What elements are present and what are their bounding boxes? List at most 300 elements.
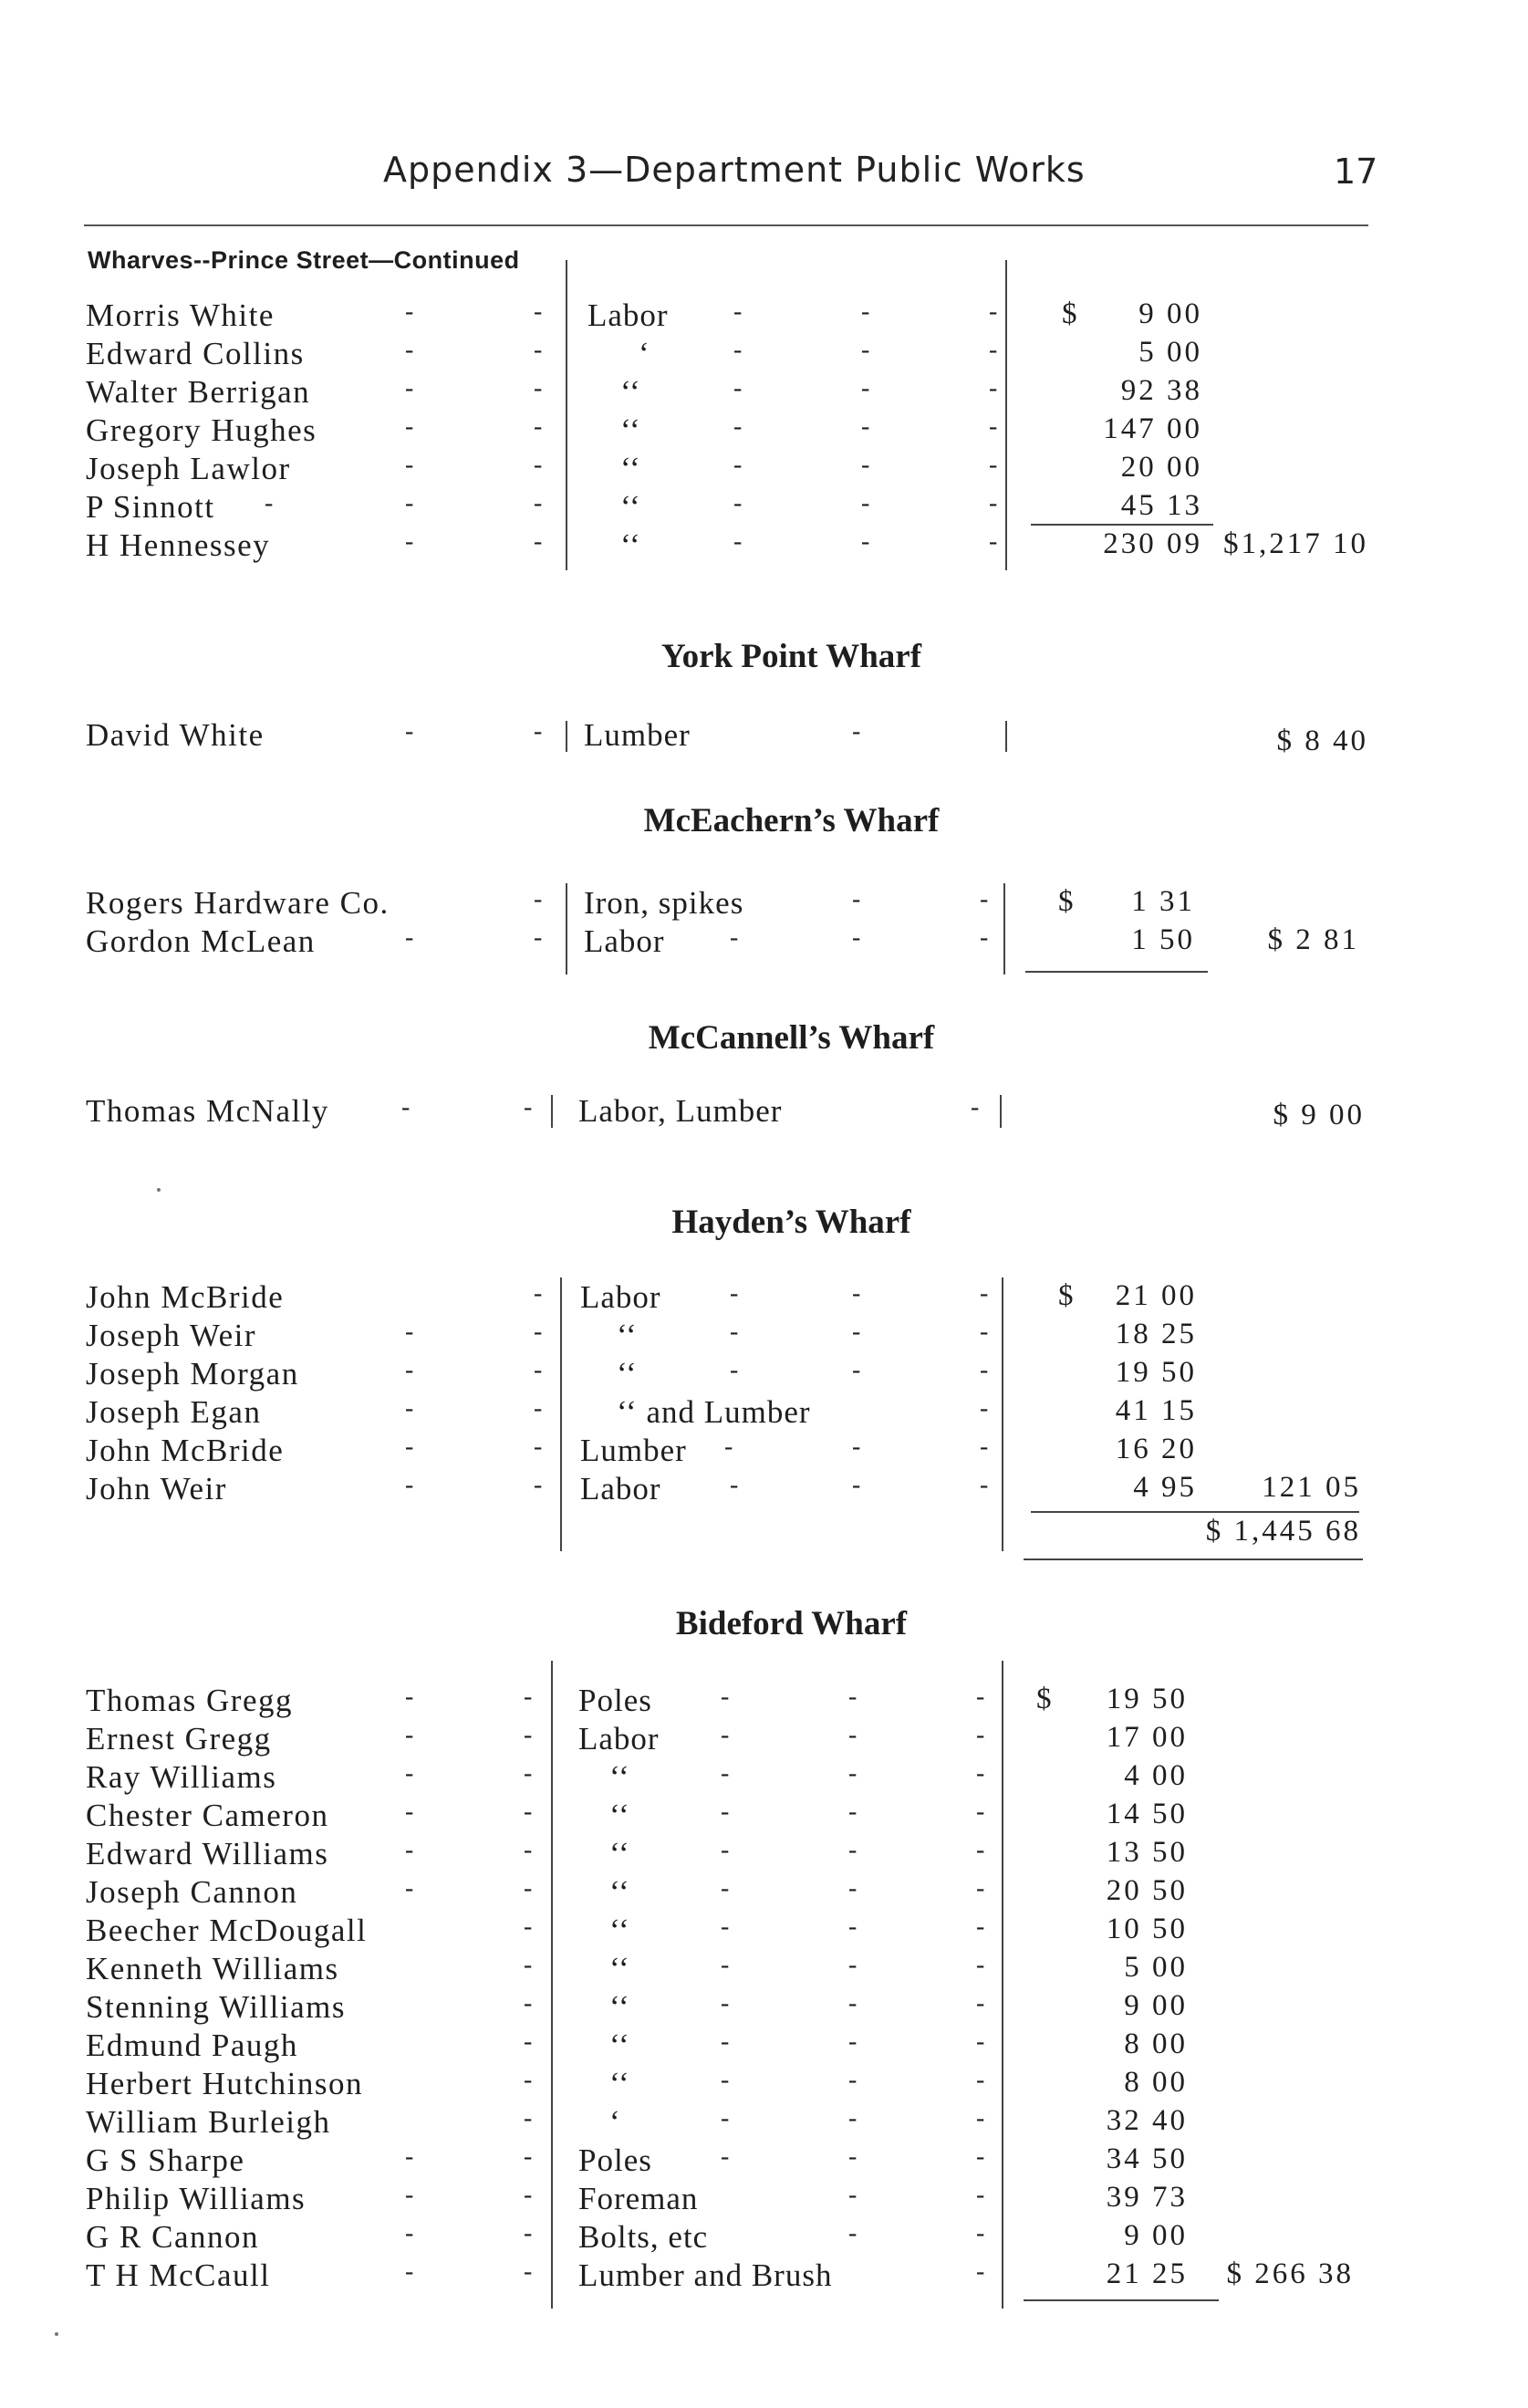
item-description: Labor bbox=[580, 1279, 661, 1315]
leader-dash: - bbox=[524, 1759, 533, 1788]
ditto-mark: ‘‘ bbox=[609, 1836, 630, 1871]
leader-dash: - bbox=[848, 1759, 858, 1788]
table-row bbox=[0, 1279, 1528, 1318]
page-number: 17 bbox=[1334, 151, 1378, 192]
subtotal-rule bbox=[1031, 1511, 1359, 1513]
leader-dash: - bbox=[730, 1471, 739, 1499]
table-row bbox=[0, 2066, 1528, 2104]
leader-dash: - bbox=[405, 1874, 414, 1902]
leader-dash: - bbox=[721, 2066, 730, 2094]
table-row bbox=[0, 2028, 1528, 2066]
leader-dash: - bbox=[524, 1913, 533, 1941]
ditto-mark: ‘‘ bbox=[620, 374, 641, 410]
leader-dash: - bbox=[980, 1318, 989, 1346]
leader-dash: - bbox=[989, 336, 998, 364]
table-row bbox=[0, 1759, 1528, 1798]
payee-name: Herbert Hutchinson bbox=[86, 2066, 364, 2101]
payee-name: Joseph Lawlor bbox=[86, 451, 291, 486]
leader-dash: - bbox=[534, 1356, 543, 1384]
amount: 14 50 bbox=[1106, 1798, 1188, 1830]
payee-name: Ray Williams bbox=[86, 1759, 277, 1795]
amount: 19 50 bbox=[1115, 1356, 1197, 1389]
leader-dash: - bbox=[852, 885, 861, 913]
section-heading-text: McEachern’s Wharf bbox=[643, 802, 940, 839]
leader-dash: - bbox=[524, 1874, 533, 1902]
ditto-mark: ‘‘ bbox=[609, 1759, 630, 1795]
section-heading bbox=[0, 1018, 1528, 1058]
table-row bbox=[0, 1433, 1528, 1471]
leader-dash: - bbox=[848, 1989, 858, 2017]
amount: 147 00 bbox=[1103, 412, 1202, 445]
amount: 41 15 bbox=[1115, 1394, 1197, 1427]
leader-dash: - bbox=[852, 717, 861, 745]
table-row bbox=[0, 1683, 1528, 1721]
payee-name: T H McCaull bbox=[86, 2257, 271, 2293]
payee-name: Beecher McDougall bbox=[86, 1913, 368, 1948]
print-speck bbox=[157, 1188, 161, 1192]
leader-dash: - bbox=[405, 1471, 414, 1499]
table-row bbox=[0, 1913, 1528, 1951]
ditto-mark: ‘‘ bbox=[620, 489, 641, 525]
leader-dash: - bbox=[524, 1683, 533, 1711]
leader-dash: - bbox=[848, 2219, 858, 2247]
leader-dash: - bbox=[989, 297, 998, 326]
amount: 39 73 bbox=[1106, 2181, 1188, 2214]
amount: 9 00 bbox=[1124, 2219, 1188, 2252]
amount: 34 50 bbox=[1106, 2142, 1188, 2175]
ditto-mark: ‘‘ bbox=[609, 1951, 630, 1986]
leader-dash: - bbox=[976, 2219, 985, 2247]
payee-name: G S Sharpe bbox=[86, 2142, 245, 2178]
table-row bbox=[0, 1356, 1528, 1394]
amount: 21 00 bbox=[1115, 1279, 1197, 1312]
table-row bbox=[0, 923, 1528, 962]
leader-dash: - bbox=[721, 2028, 730, 2056]
leader-dash: - bbox=[848, 2066, 858, 2094]
header-rule bbox=[84, 224, 1368, 226]
payee-name: Edmund Paugh bbox=[86, 2028, 298, 2063]
amount: 19 50 bbox=[1106, 1683, 1188, 1715]
section-total: $ 9 00 bbox=[1273, 1099, 1365, 1131]
leader-dash: - bbox=[848, 1836, 858, 1864]
payee-name: Morris White bbox=[86, 297, 275, 333]
section-heading-text: Hayden’s Wharf bbox=[671, 1204, 911, 1241]
leader-dash: - bbox=[733, 374, 743, 402]
leader-dash: - bbox=[721, 2142, 730, 2171]
leader-dash: - bbox=[724, 1433, 733, 1461]
leader-dash: - bbox=[976, 1721, 985, 1749]
table-row bbox=[0, 489, 1528, 527]
ditto-mark: ‘‘ bbox=[609, 2066, 630, 2101]
ditto-mark: ‘ bbox=[639, 336, 650, 371]
leader-dash: - bbox=[721, 1951, 730, 1979]
leader-dash: - bbox=[980, 1279, 989, 1308]
leader-dash: - bbox=[852, 1433, 861, 1461]
amount: 32 40 bbox=[1106, 2104, 1188, 2137]
leader-dash: - bbox=[976, 1836, 985, 1864]
leader-dash: - bbox=[405, 412, 414, 441]
section-heading bbox=[0, 1604, 1528, 1643]
amount: 21 25 bbox=[1106, 2257, 1188, 2290]
leader-dash: - bbox=[861, 336, 870, 364]
ditto-mark: ‘‘ bbox=[609, 1798, 630, 1833]
leader-dash: - bbox=[534, 1318, 543, 1346]
leader-dash: - bbox=[405, 451, 414, 479]
item-description: Labor bbox=[578, 1721, 660, 1756]
leader-dash: - bbox=[721, 2104, 730, 2132]
leader-dash: - bbox=[524, 2219, 533, 2247]
print-speck bbox=[55, 2332, 58, 2336]
leader-dash: - bbox=[401, 1093, 411, 1121]
leader-dash: - bbox=[721, 1683, 730, 1711]
ditto-mark: ‘‘ bbox=[620, 527, 641, 563]
payee-name: Philip Williams bbox=[86, 2181, 307, 2216]
leader-dash: - bbox=[534, 923, 543, 952]
ditto-mark: ‘‘ bbox=[620, 412, 641, 448]
item-description: Poles bbox=[578, 1683, 652, 1718]
amount: 20 50 bbox=[1106, 1874, 1188, 1907]
leader-dash: - bbox=[534, 297, 543, 326]
leader-dash: - bbox=[976, 2142, 985, 2171]
table-row bbox=[0, 1951, 1528, 1989]
leader-dash: - bbox=[733, 489, 743, 517]
leader-dash: - bbox=[976, 2181, 985, 2209]
continued-heading: Wharves--Prince Street—Continued bbox=[88, 246, 520, 274]
item-description: Lumber bbox=[580, 1433, 687, 1468]
table-row bbox=[0, 2219, 1528, 2257]
payee-name: William Burleigh bbox=[86, 2104, 331, 2140]
amount: 13 50 bbox=[1106, 1836, 1188, 1869]
payee-name: Stenning Williams bbox=[86, 1989, 346, 2025]
section-heading-text: Bideford Wharf bbox=[675, 1605, 908, 1642]
leader-dash: - bbox=[405, 1759, 414, 1788]
table-row bbox=[0, 2104, 1528, 2142]
payee-name: Edward Collins bbox=[86, 336, 305, 371]
amount: 18 25 bbox=[1115, 1318, 1197, 1350]
payee-name: Thomas McNally bbox=[86, 1093, 329, 1129]
leader-dash: - bbox=[524, 2066, 533, 2094]
leader-dash: - bbox=[405, 1394, 414, 1423]
leader-dash: - bbox=[976, 2257, 985, 2286]
leader-dash: - bbox=[534, 885, 543, 913]
amount: 230 09 bbox=[1103, 527, 1202, 560]
leader-dash: - bbox=[534, 1279, 543, 1308]
section-heading bbox=[0, 637, 1528, 676]
leader-dash: - bbox=[852, 1318, 861, 1346]
leader-dash: - bbox=[852, 1356, 861, 1384]
section-total: $1,217 10 bbox=[1223, 527, 1368, 560]
grand-total-rule bbox=[1024, 1558, 1363, 1560]
payee-name: Rogers Hardware Co. bbox=[86, 885, 390, 921]
table-row bbox=[0, 412, 1528, 451]
item-description: ‘‘ and Lumber bbox=[617, 1394, 811, 1430]
table-row bbox=[0, 1798, 1528, 1836]
ditto-mark: ‘‘ bbox=[620, 451, 641, 486]
leader-dash: - bbox=[989, 374, 998, 402]
table-row bbox=[0, 1989, 1528, 2028]
leader-dash: - bbox=[733, 336, 743, 364]
leader-dash: - bbox=[976, 1683, 985, 1711]
subtotal-rule bbox=[1024, 2299, 1219, 2301]
payee-name: Joseph Cannon bbox=[86, 1874, 298, 1910]
table-row bbox=[0, 527, 1528, 566]
leader-dash: - bbox=[733, 451, 743, 479]
leader-dash: - bbox=[861, 451, 870, 479]
table-row bbox=[0, 1093, 1528, 1131]
item-description: Foreman bbox=[578, 2181, 699, 2216]
leader-dash: - bbox=[405, 374, 414, 402]
leader-dash: - bbox=[971, 1093, 980, 1121]
leader-dash: - bbox=[534, 451, 543, 479]
leader-dash: - bbox=[848, 1721, 858, 1749]
leader-dash: - bbox=[980, 1394, 989, 1423]
item-description: Labor, Lumber bbox=[578, 1093, 783, 1129]
leader-dash: - bbox=[848, 2028, 858, 2056]
leader-dash: - bbox=[852, 923, 861, 952]
amount: 45 13 bbox=[1120, 489, 1202, 522]
leader-dash: - bbox=[976, 1759, 985, 1788]
payee-name: Gordon McLean bbox=[86, 923, 316, 959]
leader-dash: - bbox=[980, 1433, 989, 1461]
payee-name: Gregory Hughes bbox=[86, 412, 317, 448]
dollar-sign: $ bbox=[1058, 1279, 1074, 1312]
leader-dash: - bbox=[861, 374, 870, 402]
table-row bbox=[0, 1874, 1528, 1913]
item-description: Labor bbox=[587, 297, 669, 333]
leader-dash: - bbox=[524, 1951, 533, 1979]
leader-dash: - bbox=[861, 412, 870, 441]
section-total: $ 266 38 bbox=[1226, 2257, 1354, 2290]
leader-dash: - bbox=[721, 1721, 730, 1749]
leader-dash: - bbox=[989, 451, 998, 479]
leader-dash: - bbox=[721, 1759, 730, 1788]
leader-dash: - bbox=[730, 1279, 739, 1308]
item-description: Lumber and Brush bbox=[578, 2257, 833, 2293]
leader-dash: - bbox=[534, 412, 543, 441]
section-total: $ 8 40 bbox=[1276, 724, 1368, 757]
page-header-title: Appendix 3—Department Public Works bbox=[383, 150, 1086, 190]
leader-dash: - bbox=[980, 1471, 989, 1499]
leader-dash: - bbox=[534, 374, 543, 402]
leader-dash: - bbox=[534, 336, 543, 364]
table-row bbox=[0, 451, 1528, 489]
amount: 10 50 bbox=[1106, 1913, 1188, 1945]
table-row bbox=[0, 1318, 1528, 1356]
leader-dash: - bbox=[848, 1951, 858, 1979]
leader-dash: - bbox=[733, 527, 743, 556]
leader-dash: - bbox=[405, 2257, 414, 2286]
leader-dash: - bbox=[976, 1951, 985, 1979]
table-row bbox=[0, 1471, 1528, 1509]
ditto-mark: ‘‘ bbox=[609, 1874, 630, 1910]
payee-name: H Hennessey bbox=[86, 527, 271, 563]
grand-total-row bbox=[0, 1515, 1528, 1553]
leader-dash: - bbox=[405, 2181, 414, 2209]
leader-dash: - bbox=[524, 2257, 533, 2286]
leader-dash: - bbox=[976, 1798, 985, 1826]
payee-name: Joseph Weir bbox=[86, 1318, 257, 1353]
amount: 1 31 bbox=[1131, 885, 1195, 918]
amount: 16 20 bbox=[1115, 1433, 1197, 1465]
leader-dash: - bbox=[405, 1356, 414, 1384]
leader-dash: - bbox=[848, 2142, 858, 2171]
leader-dash: - bbox=[524, 2181, 533, 2209]
item-description: Bolts, etc bbox=[578, 2219, 709, 2255]
table-row bbox=[0, 2181, 1528, 2219]
leader-dash: - bbox=[848, 1798, 858, 1826]
leader-dash: - bbox=[265, 489, 274, 517]
section-total: 121 05 bbox=[1262, 1471, 1361, 1504]
amount: 5 00 bbox=[1138, 336, 1202, 369]
leader-dash: - bbox=[976, 2104, 985, 2132]
ditto-mark: ‘‘ bbox=[609, 1989, 630, 2025]
amount: 1 50 bbox=[1131, 923, 1195, 956]
leader-dash: - bbox=[980, 923, 989, 952]
payee-name: John McBride bbox=[86, 1433, 285, 1468]
table-row bbox=[0, 885, 1528, 923]
leader-dash: - bbox=[721, 1874, 730, 1902]
payee-name: Kenneth Williams bbox=[86, 1951, 339, 1986]
ditto-mark: ‘‘ bbox=[617, 1318, 638, 1353]
leader-dash: - bbox=[848, 1913, 858, 1941]
leader-dash: - bbox=[730, 1318, 739, 1346]
item-description: Iron, spikes bbox=[584, 885, 744, 921]
dollar-sign: $ bbox=[1036, 1683, 1052, 1715]
subtotal-rule bbox=[1025, 971, 1208, 973]
leader-dash: - bbox=[405, 489, 414, 517]
table-row bbox=[0, 1394, 1528, 1433]
leader-dash: - bbox=[405, 717, 414, 745]
leader-dash: - bbox=[976, 1989, 985, 2017]
grand-total: $ 1,445 68 bbox=[1205, 1515, 1361, 1548]
leader-dash: - bbox=[405, 1683, 414, 1711]
leader-dash: - bbox=[848, 1683, 858, 1711]
leader-dash: - bbox=[861, 527, 870, 556]
leader-dash: - bbox=[405, 527, 414, 556]
leader-dash: - bbox=[405, 923, 414, 952]
payee-name: Ernest Gregg bbox=[86, 1721, 272, 1756]
payee-name: Joseph Egan bbox=[86, 1394, 262, 1430]
leader-dash: - bbox=[524, 2104, 533, 2132]
leader-dash: - bbox=[534, 1471, 543, 1499]
section-total: $ 2 81 bbox=[1267, 923, 1359, 956]
leader-dash: - bbox=[848, 2104, 858, 2132]
leader-dash: - bbox=[534, 717, 543, 745]
amount: 9 00 bbox=[1124, 1989, 1188, 2022]
amount: 4 00 bbox=[1124, 1759, 1188, 1792]
leader-dash: - bbox=[730, 1356, 739, 1384]
leader-dash: - bbox=[989, 527, 998, 556]
leader-dash: - bbox=[721, 1798, 730, 1826]
table-row bbox=[0, 2142, 1528, 2181]
leader-dash: - bbox=[976, 1874, 985, 1902]
leader-dash: - bbox=[405, 1721, 414, 1749]
leader-dash: - bbox=[980, 1356, 989, 1384]
amount: 9 00 bbox=[1138, 297, 1202, 330]
leader-dash: - bbox=[852, 1279, 861, 1308]
leader-dash: - bbox=[861, 489, 870, 517]
leader-dash: - bbox=[405, 297, 414, 326]
leader-dash: - bbox=[524, 1798, 533, 1826]
amount: 92 38 bbox=[1120, 374, 1202, 407]
table-row bbox=[0, 1836, 1528, 1874]
leader-dash: - bbox=[976, 2066, 985, 2094]
item-description: Labor bbox=[580, 1471, 661, 1506]
payee-name: David White bbox=[86, 717, 265, 753]
payee-name: Edward Williams bbox=[86, 1836, 329, 1871]
leader-dash: - bbox=[861, 297, 870, 326]
amount: 8 00 bbox=[1124, 2066, 1188, 2099]
leader-dash: - bbox=[848, 1874, 858, 1902]
leader-dash: - bbox=[405, 1836, 414, 1864]
payee-name: P Sinnott bbox=[86, 489, 215, 525]
subtotal-rule bbox=[1031, 524, 1213, 526]
leader-dash: - bbox=[989, 412, 998, 441]
leader-dash: - bbox=[721, 1836, 730, 1864]
amount: 20 00 bbox=[1120, 451, 1202, 484]
payee-name: Thomas Gregg bbox=[86, 1683, 293, 1718]
leader-dash: - bbox=[976, 2028, 985, 2056]
leader-dash: - bbox=[733, 297, 743, 326]
leader-dash: - bbox=[405, 1798, 414, 1826]
ditto-mark: ‘‘ bbox=[609, 2028, 630, 2063]
payee-name: John McBride bbox=[86, 1279, 285, 1315]
leader-dash: - bbox=[730, 923, 739, 952]
leader-dash: - bbox=[534, 527, 543, 556]
leader-dash: - bbox=[848, 2181, 858, 2209]
payee-name: Joseph Morgan bbox=[86, 1356, 299, 1392]
leader-dash: - bbox=[534, 1394, 543, 1423]
section-heading bbox=[0, 1203, 1528, 1242]
leader-dash: - bbox=[405, 1318, 414, 1346]
payee-name: G R Cannon bbox=[86, 2219, 259, 2255]
leader-dash: - bbox=[524, 1093, 533, 1121]
leader-dash: - bbox=[721, 1913, 730, 1941]
table-row bbox=[0, 297, 1528, 336]
leader-dash: - bbox=[980, 885, 989, 913]
amount: 17 00 bbox=[1106, 1721, 1188, 1754]
leader-dash: - bbox=[405, 2142, 414, 2171]
dollar-sign: $ bbox=[1058, 885, 1074, 918]
leader-dash: - bbox=[989, 489, 998, 517]
leader-dash: - bbox=[852, 1471, 861, 1499]
leader-dash: - bbox=[524, 2028, 533, 2056]
leader-dash: - bbox=[405, 2219, 414, 2247]
section-heading-text: McCannell’s Wharf bbox=[648, 1019, 935, 1057]
table-row bbox=[0, 1721, 1528, 1759]
leader-dash: - bbox=[976, 1913, 985, 1941]
ditto-mark: ‘‘ bbox=[617, 1356, 638, 1392]
amount: 8 00 bbox=[1124, 2028, 1188, 2060]
leader-dash: - bbox=[524, 1721, 533, 1749]
payee-name: Chester Cameron bbox=[86, 1798, 329, 1833]
dollar-sign: $ bbox=[1062, 297, 1077, 330]
payee-name: John Weir bbox=[86, 1471, 227, 1506]
leader-dash: - bbox=[524, 1836, 533, 1864]
table-row bbox=[0, 2257, 1528, 2296]
table-row bbox=[0, 374, 1528, 412]
leader-dash: - bbox=[524, 2142, 533, 2171]
leader-dash: - bbox=[534, 489, 543, 517]
ditto-mark: ‘ bbox=[609, 2104, 621, 2140]
leader-dash: - bbox=[405, 1433, 414, 1461]
table-row bbox=[0, 717, 1528, 756]
payee-name: Walter Berrigan bbox=[86, 374, 311, 410]
section-heading-text: York Point Wharf bbox=[660, 638, 922, 675]
leader-dash: - bbox=[733, 412, 743, 441]
leader-dash: - bbox=[534, 1433, 543, 1461]
ditto-mark: ‘‘ bbox=[609, 1913, 630, 1948]
